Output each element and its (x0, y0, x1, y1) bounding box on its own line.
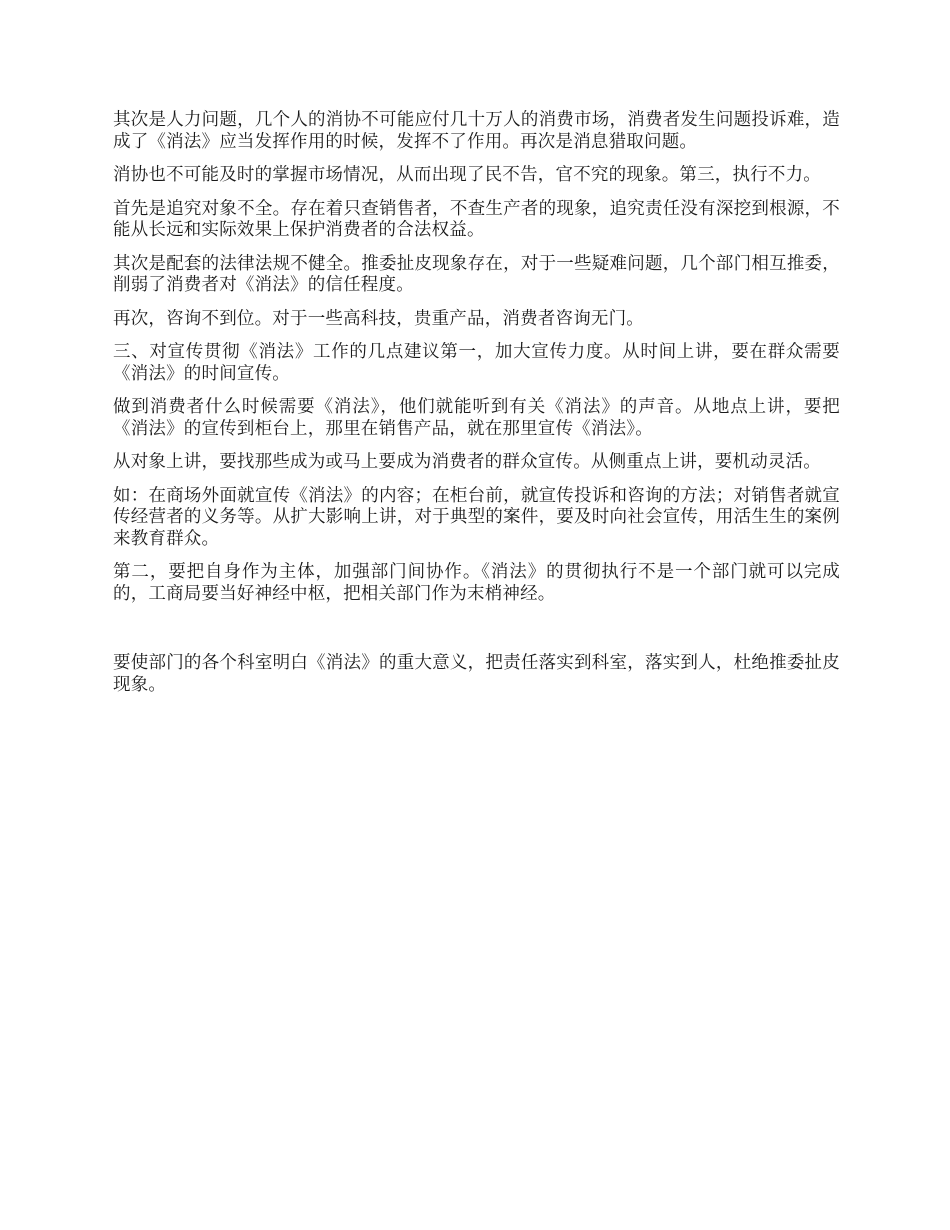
paragraph-2: 消协也不可能及时的掌握市场情况，从而出现了民不告，官不究的现象。第三，执行不力。 (113, 165, 821, 185)
paragraph-6: 三、对宣传贯彻《消法》工作的几点建议第一，加大宣传力度。从时间上讲，要在群众需要《消法》的时间宣传。 (113, 342, 840, 384)
paragraph-10: 第二，要把自身作为主体，加强部门间协作。《消法》的贯彻执行不是一个部门就可以完成的，工商局要当好神经中枢，把相关部门作为末梢神经。 (113, 562, 840, 604)
paragraph-7: 做到消费者什么时候需要《消法》，他们就能听到有关《消法》的声音。从地点上讲，要把《消法》的宣传到柜台上，那里在销售产品，就在那里宣传《消法》。 (113, 397, 840, 439)
paragraph-8: 从对象上讲，要找那些成为或马上要成为消费者的群众宣传。从侧重点上讲，要机动灵活。 (113, 452, 821, 472)
paragraph-1: 其次是人力问题，几个人的消协不可能应付几十万人的消费市场，消费者发生问题投诉难，造成了《消法》应当发挥作用的时候，发挥不了作用。再次是消息猎取问题。 (113, 110, 840, 152)
paragraph-5: 再次，咨询不到位。对于一些高科技，贵重产品，消费者咨询无门。 (113, 308, 644, 329)
paragraph-4: 其次是配套的法律法规不健全。推委扯皮现象存在，对于一些疑难问题，几个部门相互推委，削弱了消费者对《消法》的信任程度。 (113, 253, 840, 295)
paragraph-9: 如：在商场外面就宣传《消法》的内容；在柜台前，就宣传投诉和咨询的方法；对销售者就宣传经营者的义务等。从扩大影响上讲，对于典型的案件，要及时向社会宣传，用活生生的案例来教育群众。 (113, 485, 840, 549)
paragraph-3: 首先是追究对象不全。存在着只查销售者，不查生产者的现象，追究责任没有深挖到根源，不能从长远和实际效果上保护消费者的合法权益。 (113, 198, 840, 240)
paragraph-gap (113, 617, 840, 653)
paragraph-11: 要使部门的各个科室明白《消法》的重大意义，把责任落实到科室，落实到人，杜绝推委扯皮现象。 (113, 653, 840, 695)
